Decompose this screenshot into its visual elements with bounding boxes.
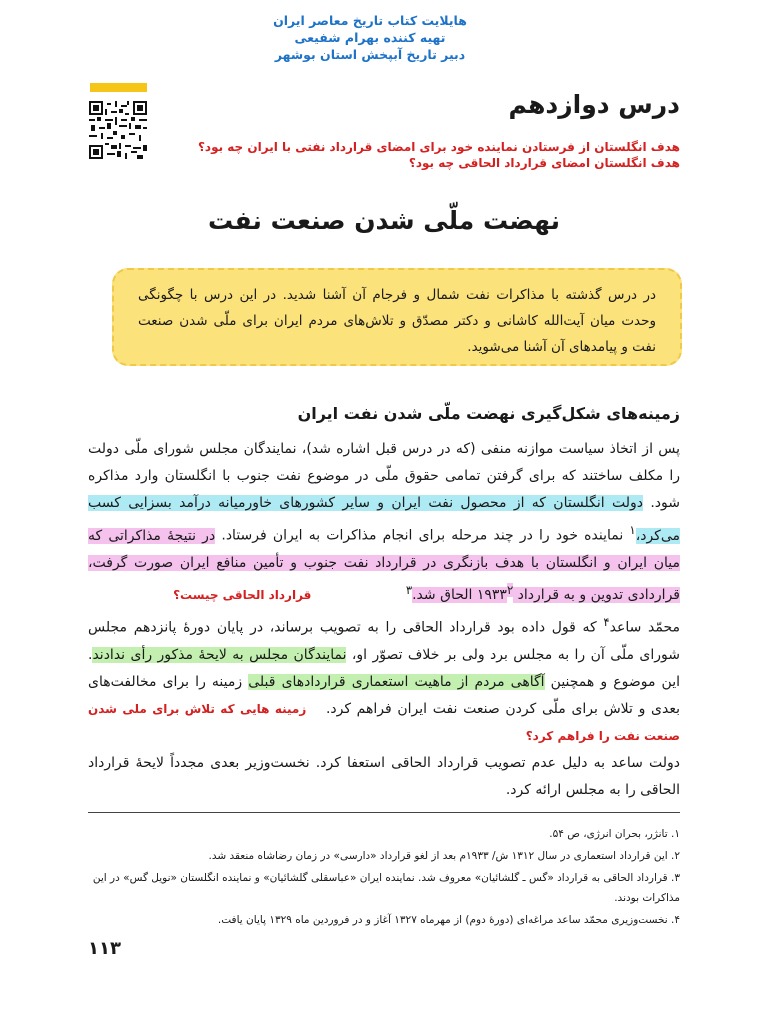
paragraph-2 (88, 609, 680, 750)
accent-bar (90, 83, 147, 92)
text-run: نماینده خود را در چند مرحله برای انجام مذاکرات به ایران فرستاد. (215, 527, 630, 544)
footnote-2: ۲. این قرارداد استعماری در سال ۱۳۱۲ ش/ ۱۹۳۳م بعد از لغو قرارداد «دارسی» در زمان رضاشاه منعقد شد. (208, 850, 680, 862)
highlight-cyan: دولت انگلستان که از محصول نفت ایران و سایر کشورهای خاورمیانه درآمد بسزایی کسب می‌کرد، (88, 495, 680, 544)
header-note (190, 12, 550, 63)
footnote-4: ۴. نخست‌وزیری محمّد ساعد مراغه‌ای (دورهٔ دوم) از مهرماه ۱۳۲۷ آغاز و در فروردین ماه ۱۳۲۹ پایان یافت. (217, 914, 680, 926)
question-1: هدف انگلستان از فرستادن نماینده خود برای امضای قرارداد نفتی با ایران چه بود؟ (197, 140, 680, 154)
text-run: زمینه را برای مخالفت‌های بعدی و تلاش برای ملّی کردن صنعت نفت ایران فراهم کرد. (88, 673, 680, 717)
page-number: ۱۱۳ (88, 938, 121, 959)
text-run: پس از اتخاذ سیاست موازنه منفی (که در درس قبل اشاره شد)، نمایندگان مجلس شورای ملّی دولت را مکلف ساختند که برای گرفتن تمامی حقوق ملّی در موضوع نفت جنوب با انگلستان وارد مذاکره شود. (88, 441, 680, 511)
header-note-line2: تهیه کننده بهرام شفیعی (294, 30, 446, 45)
footnote-ref: ۳ (405, 582, 413, 597)
highlight-green: آگاهی مردم از ماهیت استعماری قراردادهای قبلی (248, 673, 545, 690)
text-run: محمّد ساعد (609, 619, 680, 636)
paragraph-1 (88, 436, 680, 609)
study-questions (80, 139, 680, 171)
paragraph-3: دولت ساعد به دلیل عدم تصویب قرارداد الحاقی استعفا کرد. نخست‌وزیر بعدی مجدداً لایحهٔ قرارداد الحاقی را به مجلس ارائه کرد. (88, 754, 680, 798)
header-note-line1: هایلایت کتاب تاریخ معاصر ایران (273, 13, 467, 28)
footnote-1: ۱. تانژر، بحران انرژی، ص ۵۴. (549, 828, 680, 840)
header-note-line3: دبیر تاریخ آبپخش استان بوشهر (274, 47, 466, 62)
footnote-3: ۳. قرارداد الحاقی به قرارداد «گس ـ گلشائیان» معروف شد. نماینده ایران «عباسقلی گلشائیان» و نماینده انگلستان «نویل گس» در این مذاکرات بودند. (92, 872, 680, 904)
lesson-title: درس دوازدهم (508, 90, 680, 119)
text-run: . این موضوع و همچنین (88, 646, 680, 690)
highlight-pink: در نتیجهٔ مذاکراتی که میان ایران و انگلستان با هدف بازنگری در قرارداد نفت جنوب و تأمین منافع ایران صورت گرفت، قراردادی تدوین و به قرارداد ۱۹۳۳ (88, 527, 680, 604)
section-heading: زمینه‌های شکل‌گیری نهضت ملّی شدن نفت ایران (297, 404, 680, 423)
footnote-ref: ۱ (629, 523, 636, 537)
highlight-green: نمایندگان مجلس به لایحهٔ مذکور رأی ندادند (92, 646, 347, 663)
page-title: نهضت ملّی شدن صنعت نفت (208, 206, 560, 235)
text-run: که قول داده بود قرارداد الحاقی را به تصویب برساند، در پایان دورهٔ پانزدهم مجلس شورای ملّی آن را به مجلس برد ولی بر خلاف تصوّر او، (88, 619, 680, 663)
footnote-ref: ۲ (506, 582, 514, 597)
question-4: زمینه هایی که تلاش برای ملی شدن صنعت نفت را فراهم کرد؟ (88, 701, 680, 743)
highlight-pink: الحاق شد. (412, 587, 477, 604)
question-3: قرارداد الحاقی چیست؟ (173, 588, 312, 603)
footnote-divider (88, 812, 680, 813)
body-text (88, 436, 680, 804)
intro-box: در درس گذشته با مذاکرات نفت شمال و فرجام آن آشنا شدید. در این درس با چگونگی وحدت میان آیت‌الله کاشانی و دکتر مصدّق و تلاش‌های مردم ایران برای ملّی شدن صنعت نفت و پیامدهای آن آشنا می‌شوید. (112, 268, 682, 366)
question-2: هدف انگلستان امضای قرارداد الحاقی چه بود؟ (408, 156, 680, 170)
footnotes (88, 822, 680, 932)
footnote-ref: ۴ (603, 615, 610, 630)
